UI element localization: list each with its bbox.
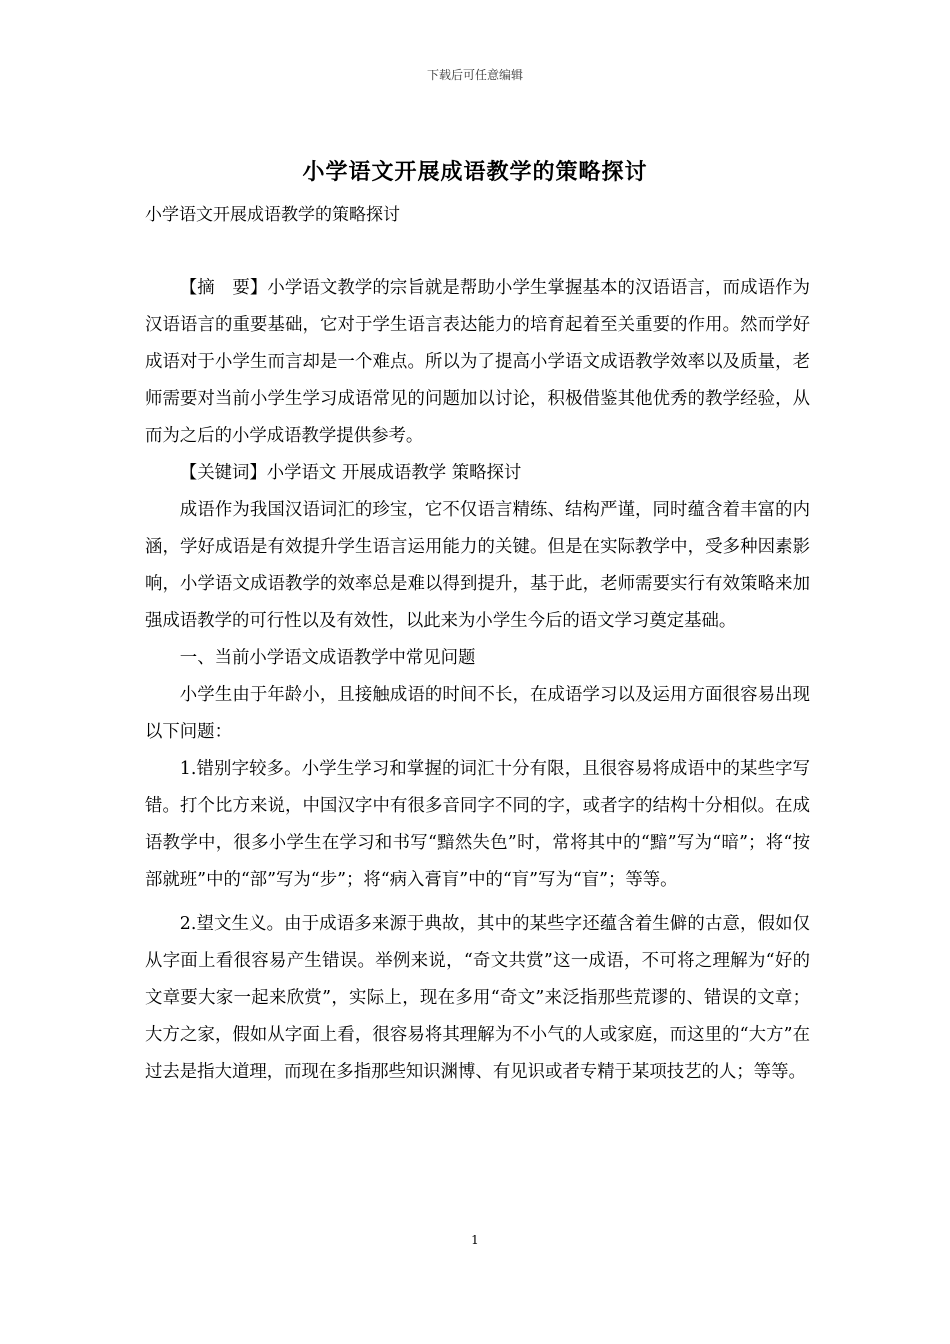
point-2-paragraph: 2.望文生义。由于成语多来源于典故，其中的某些字还蕴含着生僻的古意，假如仅从字面上看很容易产生错误。举例来说，“奇文共赏”这一成语，不可将之理解为“好的文章要大家一起来欣赏”，实际上，现在多用“奇文”来泛指那些荒谬的、错误的文章；大方之家，假如从字面上看，很容易将其理解为不小气的人或家庭，而这里的“大方”在过去是指大道理，而现在多指那些知识渊博、有见识或者专精于某项技艺的人；等等。 <box>145 914 810 1082</box>
section-heading: 一、当前小学语文成语教学中常见问题 <box>179 648 476 668</box>
header-note: 下载后可任意编辑 <box>426 68 523 82</box>
intro-paragraph: 成语作为我国汉语词汇的珍宝，它不仅语言精练、结构严谨，同时蕴含着丰富的内涵，学好成语是有效提升学生语言运用能力的关键。但是在实际教学中，受多种因素影响，小学语文成语教学的效率总是难以得到提升，基于此，老师需要实行有效策略来加强成语教学的可行性以及有效性，以此来为小学生今后的语文学习奠定基础。 <box>145 500 810 631</box>
document-body <box>145 270 810 1091</box>
keywords-paragraph: 【关键词】小学语文 开展成语教学 策略探讨 <box>179 463 522 483</box>
document-subtitle: 小学语文开展成语教学的策略探讨 <box>145 205 400 225</box>
point-1-paragraph: 1.错别字较多。小学生学习和掌握的词汇十分有限，且很容易将成语中的某些字写错。打个比方来说，中国汉字中有很多音同字不同的字，或者字的结构十分相似。在成语教学中，很多小学生在学习和书写“黯然失色”时，常将其中的“黯”写为“暗”；将“按部就班”中的“部”写为“步”；将“病入膏肓”中的“肓”写为“盲”；等等。 <box>145 759 810 890</box>
abstract-paragraph: 【摘 要】小学语文教学的宗旨就是帮助小学生掌握基本的汉语语言，而成语作为汉语语言的重要基础，它对于学生语言表达能力的培育起着至关重要的作用。然而学好成语对于小学生而言却是一个难点。所以为了提高小学语文成语教学效率以及质量，老师需要对当前小学生学习成语常见的问题加以讨论，积极借鉴其他优秀的教学经验，从而为之后的小学成语教学提供参考。 <box>145 278 810 446</box>
document-title: 小学语文开展成语教学的策略探讨 <box>302 159 648 185</box>
page-number: 1 <box>471 1233 479 1247</box>
section-intro-paragraph: 小学生由于年龄小，且接触成语的时间不长，在成语学习以及运用方面很容易出现以下问题： <box>145 685 810 742</box>
